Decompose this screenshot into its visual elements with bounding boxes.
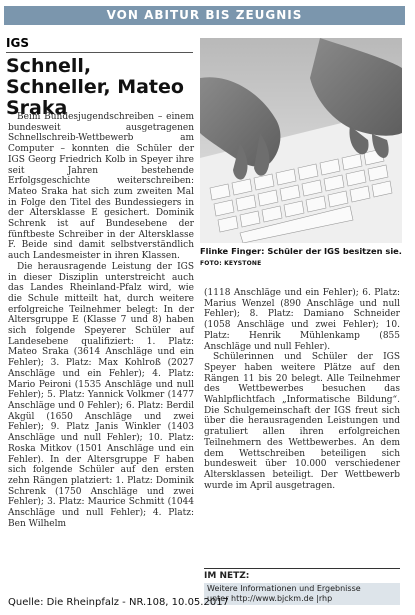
photo-caption (200, 246, 402, 269)
article-paragraph: Beim Bundesjugendschreiben – einem bundesweit ausgetragenen Schnellschreib-Wettbewerb am Computer – konnten die Schüler der IGS Georg Friedrich Kolb in Speyer ihre seit Jahren bestehende Erfolgsgeschichte weiterschreiben: Mateo Sraka hat sich zum zweiten Mal in Folge den Titel des Bundessiegers in der Altersklasse E gesichert. Dominik Schrenk ist auf Bundesebene der fünftbeste Schreiber in der Altersklasse F. Beide sind damit selbstverständlich auch Landesmeister in ihren Klassen. (8, 112, 194, 262)
section-label: IGS (6, 36, 29, 50)
section-banner: VON ABITUR BIS ZEUGNIS (4, 6, 405, 25)
netbox-link[interactable]: unter http://www.bjckm.de |rhp (207, 594, 333, 603)
article-paragraph: Die herausragende Leistung der IGS in dieser Disziplin unterstreicht auch das Landes Rheinland-Pfalz wird, wie die Schule mitteilt hat, durch weitere erfolgreiche Teilnehmer belegt: In der Altersgruppe E (Klasse 7 und 8) haben sich folgende Speyerer Schüler auf Landesebene qualifiziert: 1. Platz: Mateo Sraka (3614 Anschläge und ein Fehler); 3. Platz: Max Kohlroß (2027 Anschläge und ein Fehler); 4. Platz: Mario Peironi (1535 Anschläge und null Fehler); 5. Platz: Yannick Volkmer (1477 Anschläge und 0 Fehler); 6. Platz: Berdil Akgül (1650 Anschläge und zwei Fehler); 9. Platz Janis Winkler (1403 Anschläge und null Fehler); 10. Platz: Roska Mitkov (1501 Anschläge und ein Fehler). In der Altersgruppe F haben sich folgende Schüler auf den ersten zehn Rängen platziert: 1. Platz: Dominik Schrenk (1750 Anschläge und zwei Fehler); 3. Platz: Maurice Schmitt (1044 Anschläge und null Fehler); 4. Platz: Ben Wilhelm (8, 261, 194, 529)
photo-credit: FOTO: KEYSTONE (200, 260, 262, 267)
netbox-line: Weitere Informationen und Ergebnisse (207, 584, 361, 593)
netbox-info (204, 583, 400, 605)
article-headline: Schnell, Schneller, Mateo Sraka (6, 55, 184, 119)
source-citation: Quelle: Die Rheinpfalz - NR.108, 10.05.2017 (8, 597, 229, 608)
article-column-2 (204, 288, 400, 491)
article-paragraph: (1118 Anschläge und ein Fehler); 6. Platz: Marius Wenzel (890 Anschläge und null Fehler); 8. Platz: Damiano Schneider (1058 Anschläge und zwei Fehler); 10. Platz: Henrik Mühlenkamp (855 Anschläge und null Fehler). (204, 288, 400, 352)
article-column-1 (8, 112, 194, 529)
caption-text: Flinke Finger: Schüler der IGS besitzen sie. (200, 246, 402, 256)
article-paragraph: Schülerinnen und Schüler der IGS Speyer haben weitere Plätze auf den Rängen 11 bis 20 belegt. Alle Teilnehmer des Wettbewerbes besuchen das Wahlpflichtfach „Informatische Bildung“. Die Schulgemeinschaft der IGS freut sich über die herausragenden Leistungen und gratuliert allen ihren erfolgreichen Teilnehmern des Wettbewerbes. An dem dem Wettschreiben beteiligen sich bundesweit über 10.000 verschiedener Altersklassen beteiligt. Der Wettbewerb wurde im April ausgetragen. (204, 352, 400, 491)
netbox-heading: IM NETZ: (204, 568, 400, 581)
keyboard-photo (200, 38, 402, 243)
section-divider (6, 52, 193, 53)
